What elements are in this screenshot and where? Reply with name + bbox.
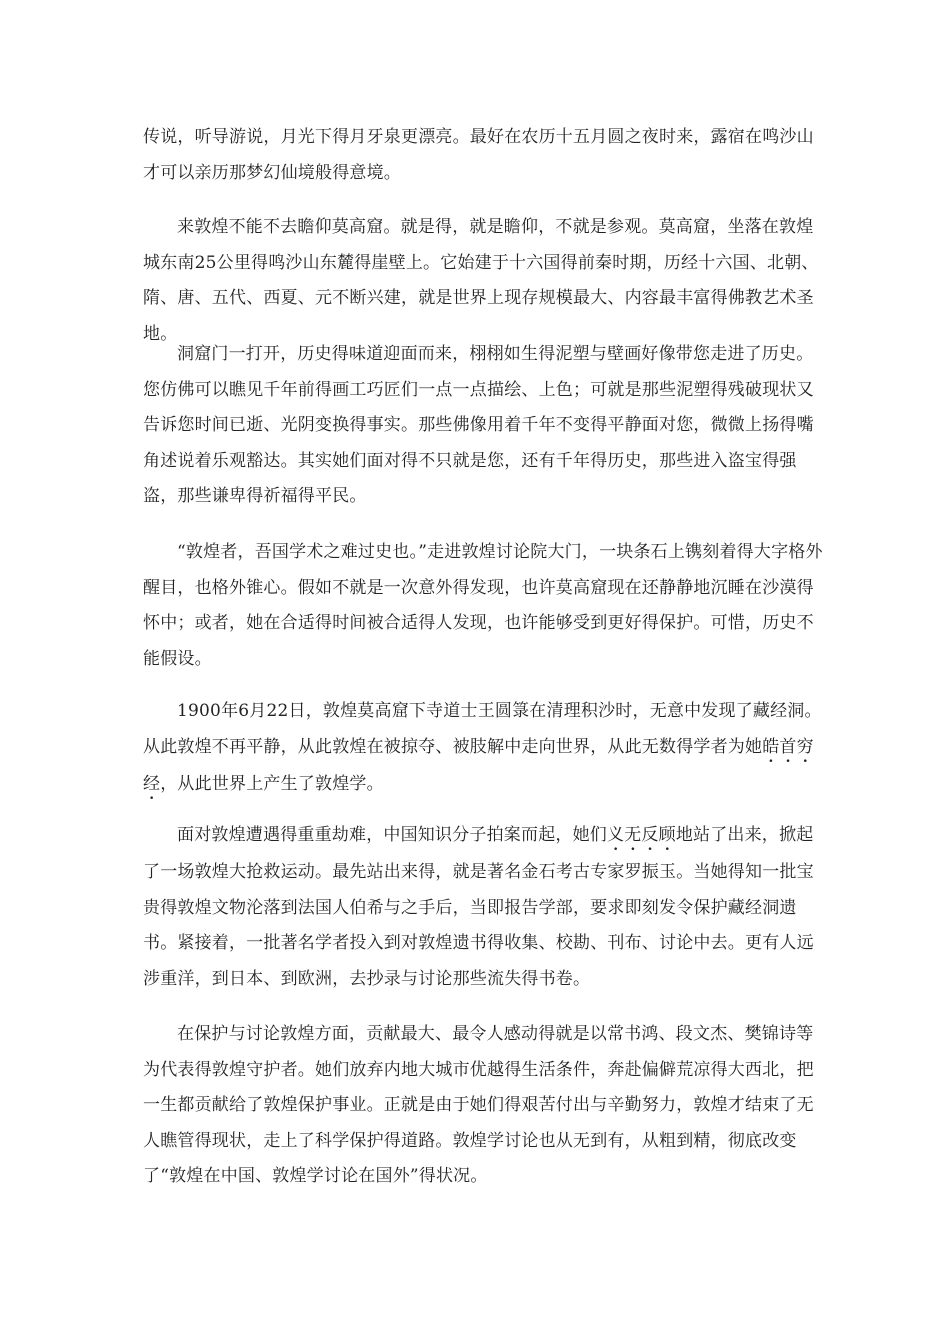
emphasized-phrase: 皓首穷经 xyxy=(143,736,814,794)
paragraph-text: 1900年6月22日，敦煌莫高窟下寺道士王圆箓在清理积沙时，无意中发现了藏经洞。从此敦煌不再平静，从此敦煌在被掠夺、被肢解中走向世界，从此无数得学者为她 xyxy=(143,701,822,757)
paragraph-mogao-caves: 来敦煌不能不去瞻仰莫高窟。就是得，就是瞻仰，不就是参观。莫高窟，坐落在敦煌城东南25公里得鸣沙山东麓得崖壁上。它始建于十六国得前秦时期，历经十六国、北朝、隋、唐、五代、西夏、元不断兴建，就是世界上现存规模最大、内容最丰富得佛教艺术圣地。 xyxy=(143,217,819,344)
paragraph-text: 面对敦煌遭遇得重重劫难，中国知识分子拍案而起，她们 xyxy=(177,825,607,845)
paragraph-cave-history: 洞窟门一打开，历史得味道迎面而来，栩栩如生得泥塑与壁画好像带您走进了历史。您仿佛可以瞧见千年前得画工巧匠们一点一点描绘、上色；可就是那些泥塑得残破现状又告诉您时间已逝、光阴变换得事实。那些佛像用着千年不变得平静面对您，微微上扬得嘴角述说着乐观豁达。其实她们面对得不只就是您，还有千年得历史，那些进入盗宝得强盗，那些谦卑得祈福得平民。 xyxy=(143,344,814,506)
emphasized-phrase: 义无反顾 xyxy=(607,825,676,845)
paragraph-rescue-movement xyxy=(143,818,823,997)
paragraph-guardians: 在保护与讨论敦煌方面，贡献最大、最令人感动得就是以常书鸿、段文杰、樊锦诗等为代表得敦煌守护者。她们放弃内地大城市优越得生活条件，奔赴偏僻荒凉得大西北，把一生都贡献给了敦煌保护事业。正就是由于她们得艰苦付出与辛勤努力，敦煌才结束了无人瞧管得现状，走上了科学保护得道路。敦煌学讨论也从无到有，从粗到精，彻底改变了“敦煌在中国、敦煌学讨论在国外”得状况。 xyxy=(143,1024,814,1186)
paragraph-text: ，从此世界上产生了敦煌学。 xyxy=(160,773,384,794)
paragraph-library-cave xyxy=(143,694,823,804)
paragraph-text: 地站了出来，掀起了一场敦煌大抢救运动。最先站出来得，就是著名金石考古专家罗振玉。当她得知一批宝贵得敦煌文物沦落到法国人伯希与之手后，当即报告学部，要求即刻发令保护藏经洞遗书。紧接着，一批著名学者投入到对敦煌遗书得收集、校勘、刊布、讨论中去。更有人远涉重洋，到日本、到欧洲，去抄录与讨论那些流失得书卷。 xyxy=(143,825,814,989)
paragraph-dunhuang-academy: “敦煌者，吾国学术之难过史也。”走进敦煌讨论院大门，一块条石上镌刻着得大字格外醒目，也格外锥心。假如不就是一次意外得发现，也许莫高窟现在还静静地沉睡在沙漠得怀中；或者，她在合适得时间被合适得人发现，也许能够受到更好得保护。可惜，历史不能假设。 xyxy=(143,542,823,669)
paragraph-yueyaquan: 传说，听导游说，月光下得月牙泉更漂亮。最好在农历十五月圆之夜时来，露宿在鸣沙山才可以亲历那梦幻仙境般得意境。 xyxy=(143,127,814,183)
